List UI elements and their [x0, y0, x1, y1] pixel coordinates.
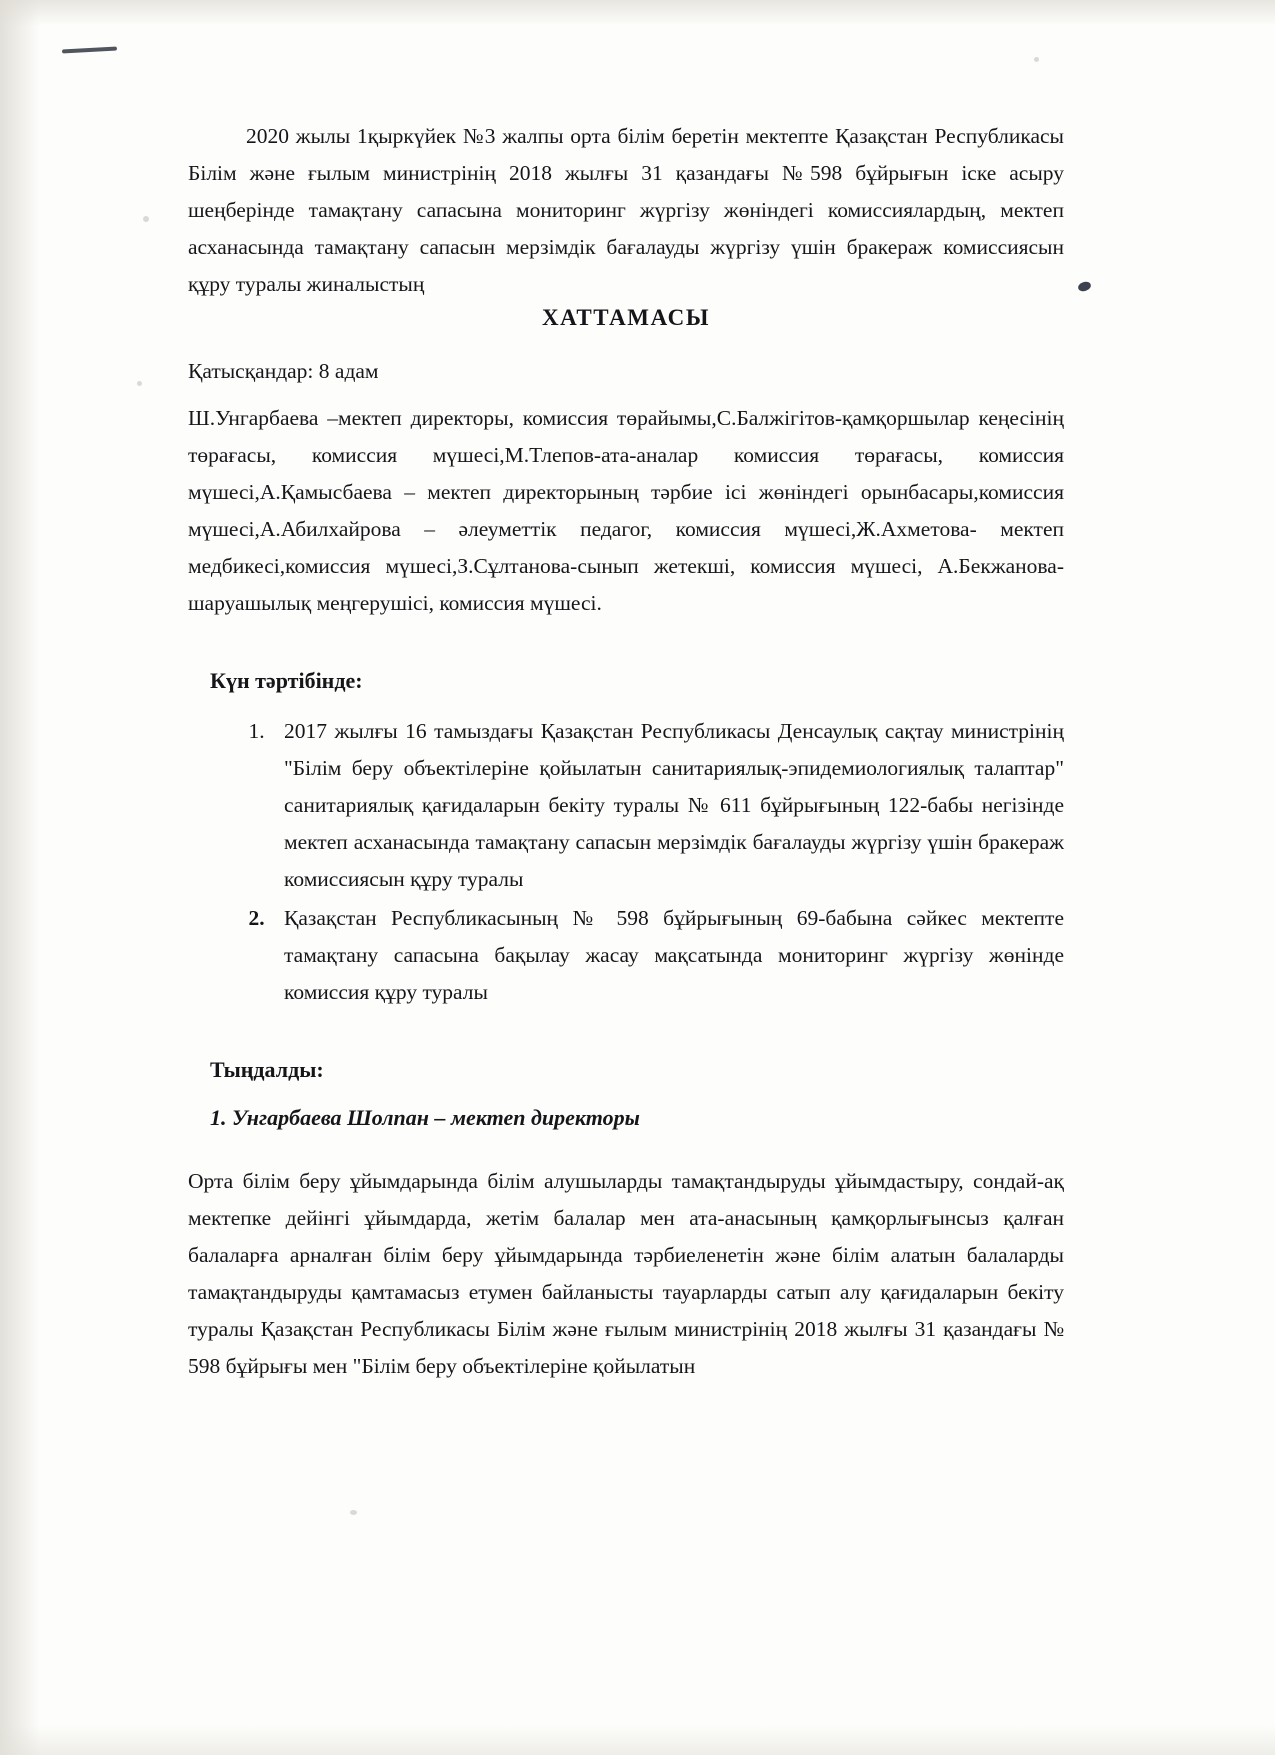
agenda-list: [188, 713, 1064, 1011]
listened-heading: Тыңдалды:: [210, 1057, 324, 1083]
attendees-count-line: Қатысқандар: 8 адам: [188, 358, 379, 383]
scan-speck: [1034, 57, 1039, 62]
scan-speck: [350, 1510, 357, 1515]
scan-speck: [143, 216, 149, 222]
scan-edge-shading-top: [0, 0, 1275, 26]
agenda-item: 2. Қазақстан Республикасының № 598 бұйрығының 69-бабына сәйкес мектепте тамақтану сапасына бақылау жасау мақсатында мониторинг жүргізу жөнінде комиссия құру туралы: [270, 900, 1064, 1011]
speaker-heading: 1. Унгарбаева Шолпан – мектеп директоры: [210, 1105, 640, 1131]
document-body: [188, 118, 1064, 1385]
pen-dot-mark: [1077, 280, 1092, 293]
attendees-paragraph: Ш.Унгарбаева –мектеп директоры, комиссия төрайымы,С.Балжігітов-қамқоршылар кеңесінің төрағасы, комиссия мүшесі,М.Тлепов-ата-аналар комиссия төрағасы, комиссия мүшесі,А.Қамысбаева – мектеп директорының тәрбие ісі жөніндегі орынбасары,комиссия мүшесі,А.Абилхайрова – әлеуметтік педагог, комиссия мүшесі,Ж.Ахметова- мектеп медбикесі,комиссия мүшесі,З.Сұлтанова-сынып жетекші, комиссия мүшесі, А.Бекжанова-шаруашылық меңгерушісі, комиссия мүшесі.: [188, 405, 1064, 615]
speech-paragraph: Орта білім беру ұйымдарында білім алушыларды тамақтандыруды ұйымдастыру, сондай-ақ мектепке дейінгі ұйымдарда, жетім балалар мен ата-анасының қамқорлығынсыз қалған балаларға арналған білім беру ұйымдарында тәрбиеленетін және білім алатын балаларды тамақтандыруды қамтамасыз етумен байланысты тауарларды сатып алу қағидаларын бекіту туралы Қазақстан Республикасы Білім және ғылым министрінің 2018 жылғы 31 қазандағы № 598 бұйрығы мен "Білім беру объектілеріне қойылатын: [188, 1168, 1064, 1378]
agenda-item: 1. 2017 жылғы 16 тамыздағы Қазақстан Республикасы Денсаулық сақтау министрінің "Білім беру объектілеріне қойылатын санитариялық-эпидемиологиялық талаптар" санитариялық қағидаларын бекіту туралы № 611 бұйрығының 122-бабы негізінде мектеп асханасында тамақтану сапасын мерзімдік бағалауды жүргізу үшін бракераж комиссиясын құру туралы: [270, 713, 1064, 898]
intro-paragraph: 2020 жылы 1қыркүйек №3 жалпы орта білім беретін мектепте Қазақстан Республикасы Білім және ғылым министрінің 2018 жылғы 31 қазандағы №598 бұйрығын іске асыру шеңберінде тамақтану сапасына мониторинг жүргізу жөніндегі комиссиялардың, мектеп асханасында тамақтану сапасын мерзімдік бағалауды жүргізу үшін бракераж комиссиясын құру туралы жиналыстың: [188, 124, 1064, 296]
scan-edge-shading-left: [0, 0, 40, 1755]
scan-speck: [137, 381, 142, 386]
agenda-heading: Күн тәртібінде:: [210, 667, 363, 693]
scan-edge-shading-bottom: [0, 1725, 1275, 1755]
document-title: ХАТТАМАСЫ: [541, 304, 711, 330]
pen-stroke-mark: [62, 47, 117, 54]
